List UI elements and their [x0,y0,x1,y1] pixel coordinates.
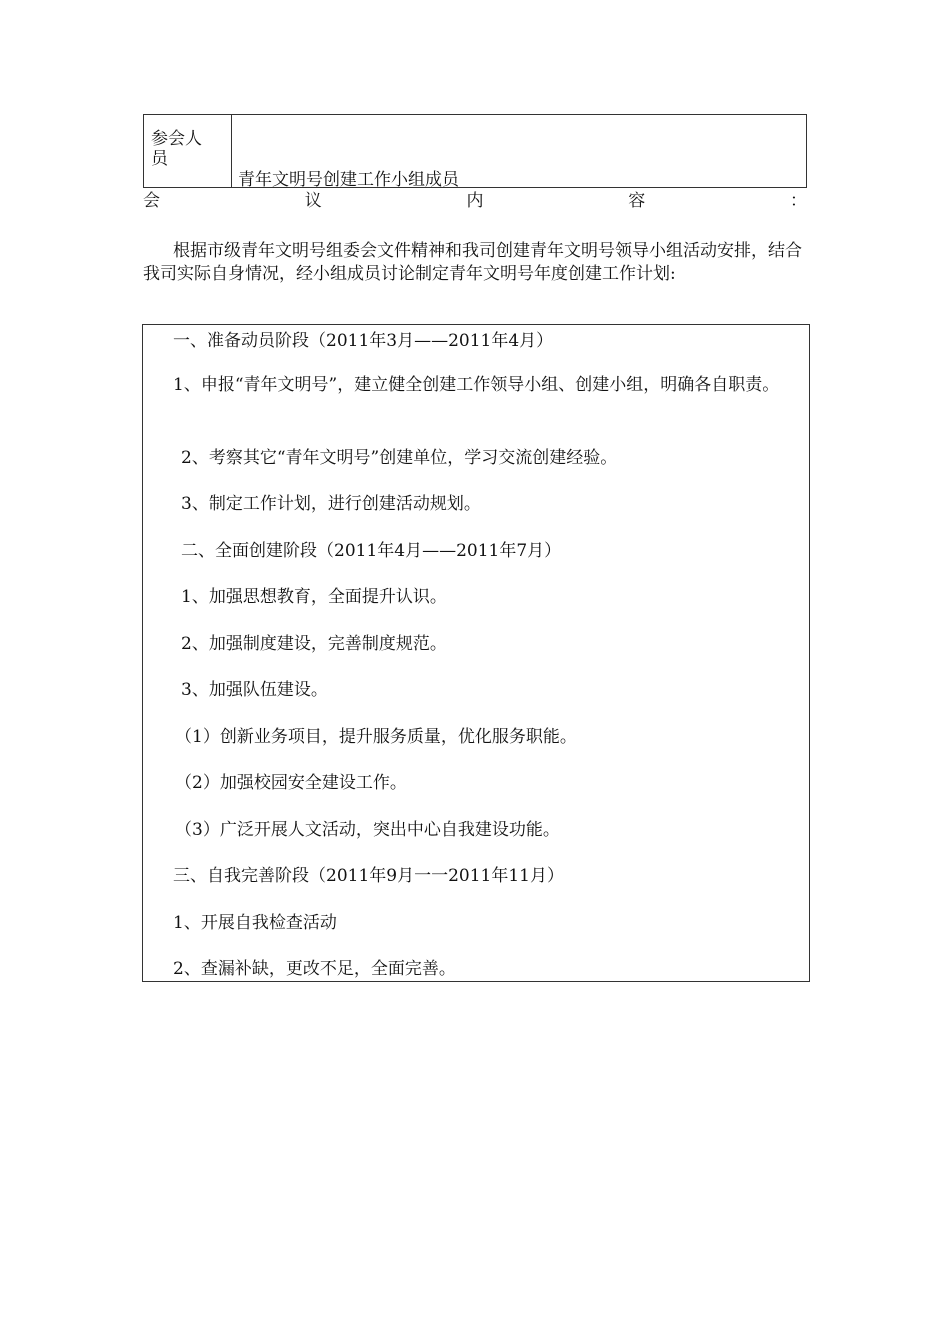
heading-char: 会 [143,191,160,211]
heading-char: 议 [304,191,322,211]
stage2-subitem-1: （1）创新业务项目，提升服务质量，优化服务职能。 [175,727,577,747]
heading-char: 内 [466,191,484,211]
heading-char: ： [790,191,807,211]
attendee-label-cell [144,115,232,187]
intro-paragraph: 根据市级青年文明号组委会文件精神和我司创建青年文明号领导小组活动安排，结合我司实际自身情况，经小组成员讨论制定青年文明号年度创建工作计划: [143,241,802,284]
attendee-label-line1: 参会人 [151,129,202,149]
stage2-item-2: 2、加强制度建设，完善制度规范。 [181,634,447,654]
stage2-title: 二、全面创建阶段（2011年4月——2011年7月） [181,541,562,561]
stage3-item-2: 2、查漏补缺，更改不足，全面完善。 [173,959,456,979]
heading-char: 容 [628,191,646,211]
attendee-label-line2: 员 [151,149,168,169]
plan-box [142,324,810,982]
attendee-value: 青年文明号创建工作小组成员 [238,170,459,190]
attendee-value-cell [232,115,806,190]
stage1-item-3: 3、制定工作计划，进行创建活动规划。 [181,494,481,514]
stage1-item-1: 1、申报“青年文明号”，建立健全创建工作领导小组、创建小组，明确各自职责。 [173,375,780,395]
attendee-table [143,114,807,188]
meeting-content-heading [143,190,807,212]
stage2-subitem-2: （2）加强校园安全建设工作。 [175,773,407,793]
stage3-title: 三、自我完善阶段（2011年9月一一2011年11月） [173,866,564,886]
stage2-item-1: 1、加强思想教育，全面提升认识。 [181,587,447,607]
stage1-title: 一、准备动员阶段（2011年3月——2011年4月） [173,331,554,351]
stage2-subitem-3: （3）广泛开展人文活动，突出中心自我建设功能。 [175,820,560,840]
stage3-item-1: 1、开展自我检查活动 [173,913,337,933]
stage2-item-3: 3、加强队伍建设。 [181,680,328,700]
stage1-item-2: 2、考察其它“青年文明号”创建单位，学习交流创建经验。 [181,448,618,468]
